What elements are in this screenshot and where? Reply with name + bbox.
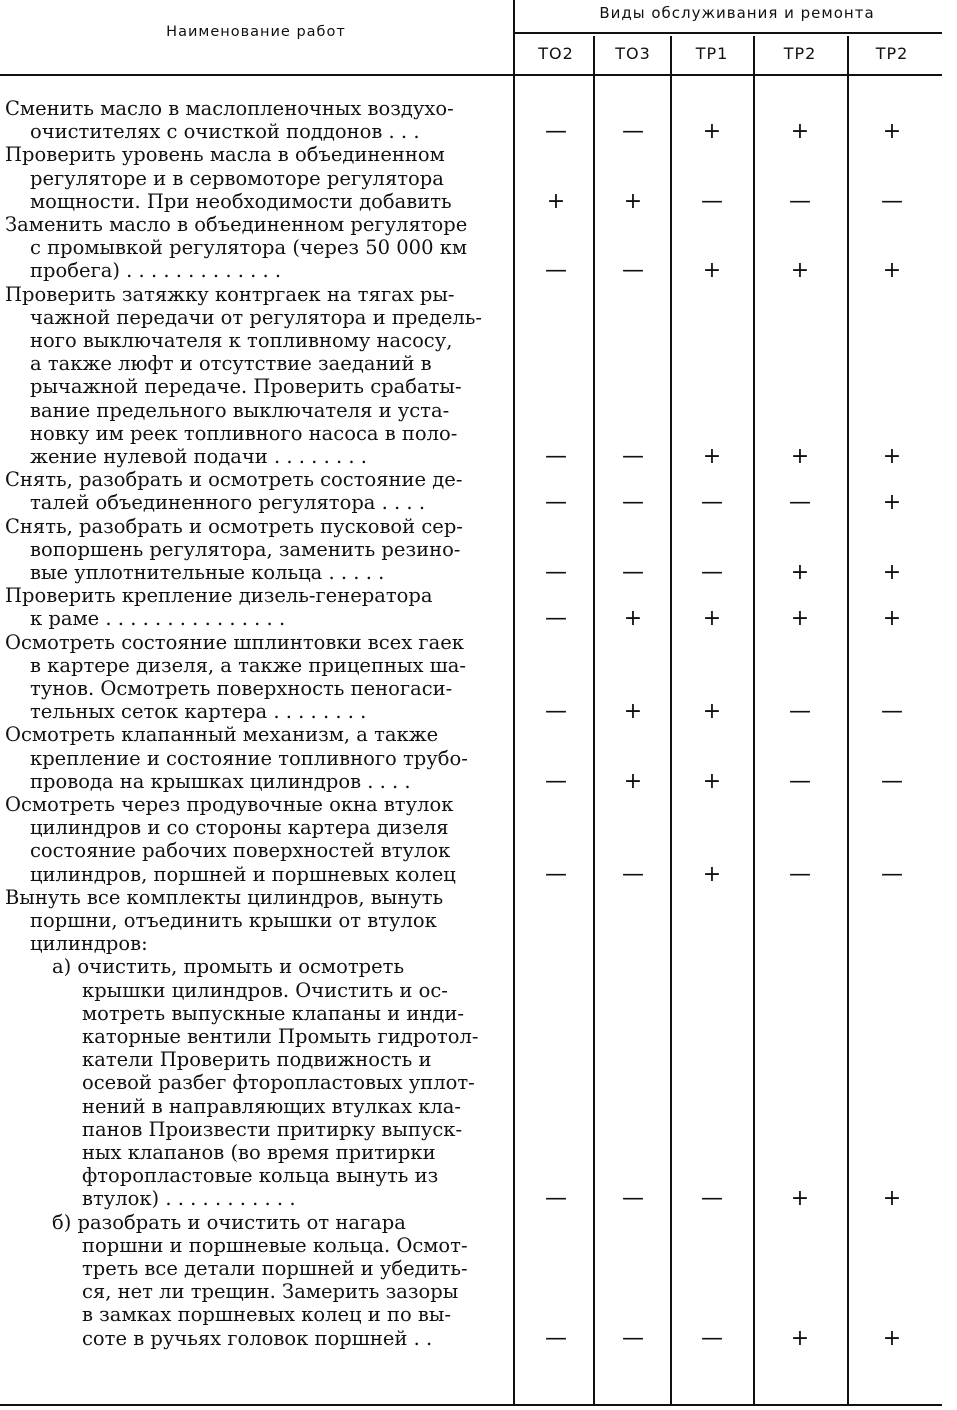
row-12-line-1: а) очистить, промыть и осмотреть	[52, 955, 405, 979]
row-11-line-3: цилиндров:	[30, 932, 148, 956]
row-9-mark-3: +	[702, 768, 722, 794]
row-1-mark-5: +	[882, 119, 902, 145]
row-4-line-6: вание предельного выключателя и уста-	[30, 398, 450, 422]
row-5-line-2: талей объединенного регулятора . . . .	[30, 491, 426, 515]
row-3-line-1: Заменить масло в объединенном регуляторе	[5, 213, 468, 236]
row-2-line-3: мощности. При необходимости добавить	[30, 189, 452, 213]
row-13-mark-5: +	[882, 1325, 902, 1351]
row-5-mark-2: —	[622, 490, 644, 516]
row-4-line-4: а также люфт и отсутствие заеданий в	[30, 352, 432, 376]
row-12-line-10: фторопластовые кольца вынуть из	[82, 1164, 439, 1188]
row-12-line-6: осевой разбег фторопластовых уплот-	[82, 1071, 475, 1095]
header-work-name: Наименование работ	[166, 24, 346, 40]
row-4-line-8: жение нулевой подачи . . . . . . . .	[30, 445, 367, 468]
divider-column-1	[593, 36, 595, 1404]
row-7-mark-1: —	[545, 606, 567, 632]
row-1-line-2: очистителях с очисткой поддонов . . .	[30, 120, 420, 144]
row-11-line-1: Вынуть все комплекты цилиндров, вынуть	[5, 885, 444, 909]
row-4-mark-4: +	[790, 444, 810, 469]
row-13-line-1: б) разобрать и очистить от нагара	[52, 1210, 406, 1234]
row-8-mark-2: +	[623, 699, 643, 725]
column-header-3: ТР1	[695, 44, 729, 63]
row-8-mark-3: +	[702, 699, 722, 725]
row-10-line-1: Осмотреть через продувочные окна втулок	[5, 793, 454, 816]
divider-header-bottom	[0, 74, 942, 76]
row-6-mark-1: —	[545, 560, 567, 585]
row-7-mark-2: +	[623, 606, 643, 632]
row-8-line-4: тельных сеток картера . . . . . . . .	[30, 700, 367, 724]
row-1-mark-1: —	[545, 119, 567, 145]
divider-column-3	[753, 36, 755, 1404]
row-7-mark-4: +	[790, 606, 810, 632]
row-6-mark-4: +	[790, 560, 810, 585]
row-10-mark-4: —	[789, 861, 811, 887]
row-12-line-5: катели Проверить подвижность и	[82, 1048, 432, 1072]
row-8-mark-5: —	[881, 699, 903, 725]
row-9-line-2: крепление и состояние топливного трубо-	[30, 746, 468, 770]
row-2-line-2: регуляторе и в сервомоторе регулятора	[30, 166, 444, 190]
row-4-mark-1: —	[545, 444, 567, 469]
row-4-mark-5: +	[882, 444, 902, 469]
row-1-mark-3: +	[702, 119, 722, 145]
row-12-line-4: каторные вентили Промыть гидротол-	[82, 1025, 479, 1048]
row-10-mark-1: —	[545, 861, 567, 887]
row-2-mark-3: —	[701, 188, 723, 214]
row-10-line-3: состояние рабочих поверхностей втулок	[30, 839, 451, 863]
row-12-line-7: нений в направляющих втулках кла-	[82, 1094, 462, 1118]
row-4-line-3: ного выключателя к топливному насосу,	[30, 329, 453, 352]
row-13-mark-4: +	[790, 1325, 810, 1351]
row-6-line-3: вые уплотнительные кольца . . . . .	[30, 561, 385, 584]
row-4-line-2: чажной передачи от регулятора и предель-	[30, 305, 482, 329]
row-8-line-3: тунов. Осмотреть поверхность пеногаси-	[30, 677, 453, 700]
row-2-mark-1: +	[546, 188, 566, 214]
row-13-mark-1: —	[545, 1325, 567, 1351]
row-5-mark-5: +	[882, 490, 902, 516]
row-6-mark-3: —	[701, 560, 723, 585]
row-8-line-1: Осмотреть состояние шплинтовки всех гаек	[5, 630, 464, 654]
row-8-mark-4: —	[789, 699, 811, 725]
row-3-mark-2: —	[622, 258, 644, 284]
column-header-5: ТР2	[875, 44, 909, 63]
row-12-mark-3: —	[701, 1186, 723, 1212]
row-4-mark-2: —	[622, 444, 644, 469]
row-12-line-9: ных клапанов (во время притирки	[82, 1141, 436, 1164]
row-5-line-1: Снять, разобрать и осмотреть состояние де-	[5, 468, 463, 492]
row-8-line-2: в картере дизеля, а также прицепных ша-	[30, 653, 466, 677]
row-4-mark-3: +	[702, 444, 722, 469]
column-header-4: ТР2	[783, 44, 817, 63]
divider-name-column	[513, 0, 515, 1404]
row-10-mark-5: —	[881, 861, 903, 887]
row-12-line-8: панов Произвести притирку выпуск-	[82, 1117, 463, 1141]
row-7-mark-5: +	[882, 606, 902, 632]
row-7-line-2: к раме . . . . . . . . . . . . . . .	[30, 607, 286, 631]
divider-column-4	[847, 36, 849, 1404]
row-12-line-2: крышки цилиндров. Очистить и ос-	[82, 978, 448, 1002]
row-12-mark-4: +	[790, 1186, 810, 1212]
row-3-mark-3: +	[702, 258, 722, 284]
row-3-line-2: с промывкой регулятора (через 50 000 км	[30, 236, 468, 260]
row-6-line-2: вопоршень регулятора, заменить резино-	[30, 537, 461, 561]
row-1-mark-4: +	[790, 119, 810, 145]
row-9-line-3: провода на крышках цилиндров . . . .	[30, 769, 411, 793]
row-3-mark-1: —	[545, 258, 567, 284]
row-3-line-3: пробега) . . . . . . . . . . . . .	[30, 259, 282, 283]
row-8-mark-1: —	[545, 699, 567, 725]
row-10-mark-2: —	[622, 861, 644, 887]
row-9-mark-4: —	[789, 768, 811, 794]
row-3-mark-5: +	[882, 258, 902, 284]
row-13-line-3: треть все детали поршней и убедить-	[82, 1257, 468, 1280]
row-5-mark-3: —	[701, 490, 723, 516]
row-3-mark-4: +	[790, 258, 810, 284]
row-10-line-2: цилиндров и со стороны картера дизеля	[30, 816, 449, 840]
row-4-line-7: новку им реек топливного насоса в поло-	[30, 421, 458, 445]
divider-table-bottom	[0, 1404, 942, 1406]
row-6-line-1: Снять, разобрать и осмотреть пусковой сер-	[5, 514, 463, 538]
column-header-1: ТО2	[538, 44, 574, 63]
row-6-mark-2: —	[622, 560, 644, 585]
row-12-line-3: мотреть выпускные клапаны и инди-	[82, 1001, 464, 1025]
row-9-mark-2: +	[623, 768, 643, 794]
row-9-line-1: Осмотреть клапанный механизм, а также	[5, 723, 439, 747]
row-12-mark-2: —	[622, 1186, 644, 1212]
row-10-mark-3: +	[702, 861, 722, 887]
row-5-mark-4: —	[789, 490, 811, 516]
row-4-line-5: рычажной передаче. Проверить срабаты-	[30, 375, 462, 399]
row-13-line-4: ся, нет ли трещин. Замерить зазоры	[82, 1280, 459, 1304]
row-1-line-1: Сменить масло в маслопленочных воздухо-	[5, 97, 454, 120]
row-11-line-2: поршни, отъединить крышки от втулок	[30, 909, 437, 932]
row-10-line-4: цилиндров, поршней и поршневых колец	[30, 862, 456, 886]
row-13-mark-2: —	[622, 1325, 644, 1351]
row-13-line-6: соте в ручьях головок поршней . .	[82, 1326, 433, 1350]
row-7-line-1: Проверить крепление дизель-генератора	[5, 584, 433, 608]
row-6-mark-5: +	[882, 560, 902, 585]
row-9-mark-1: —	[545, 768, 567, 794]
row-2-mark-4: —	[789, 188, 811, 214]
row-1-mark-2: —	[622, 119, 644, 145]
row-13-line-2: поршни и поршневые кольца. Осмот-	[82, 1233, 468, 1257]
row-12-mark-1: —	[545, 1186, 567, 1212]
row-4-line-1: Проверить затяжку контргаек на тягах ры-	[5, 282, 455, 306]
row-5-mark-1: —	[545, 490, 567, 516]
column-header-2: ТО3	[615, 44, 651, 63]
row-12-line-11: втулок) . . . . . . . . . . .	[82, 1187, 296, 1211]
row-2-mark-5: —	[881, 188, 903, 214]
row-9-mark-5: —	[881, 768, 903, 794]
row-2-mark-2: +	[623, 188, 643, 214]
row-12-mark-5: +	[882, 1186, 902, 1212]
row-7-mark-3: +	[702, 606, 722, 632]
row-13-mark-3: —	[701, 1325, 723, 1351]
row-13-line-5: в замках поршневых колец и по вы-	[82, 1303, 452, 1327]
divider-column-2	[670, 36, 672, 1404]
divider-header-group	[515, 32, 942, 34]
row-2-line-1: Проверить уровень масла в объединенном	[5, 143, 445, 167]
header-service-types: Виды обслуживания и ремонта	[599, 4, 875, 22]
